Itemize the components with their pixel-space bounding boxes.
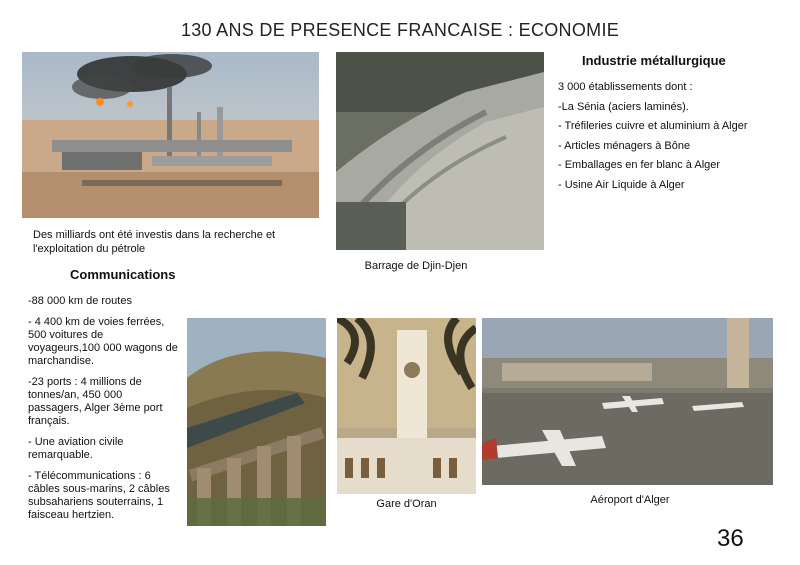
oil-field-photo (22, 52, 319, 218)
railway-viaduct-photo (187, 318, 326, 526)
communications-item: -23 ports : 4 millions de tonnes/an, 450 000 passagers, Alger 3ème port français. (28, 376, 163, 427)
communications-heading: Communications (70, 267, 176, 282)
industry-item: - Emballages en fer blanc à Alger (558, 159, 721, 171)
oran-station-caption: Gare d'Oran (376, 498, 437, 510)
industry-item: - Articles ménagers à Bône (558, 139, 691, 152)
industry-item: - Usine Air Liquide à Alger (558, 178, 685, 191)
oran-station-photo (337, 318, 476, 494)
industry-item: 3 000 établissements dont : (558, 81, 693, 93)
page-number: 36 (717, 525, 744, 552)
communications-item: - Une aviation civile remarquable. (28, 436, 124, 461)
communications-item: - Télécommunications : 6 câbles sous-marins, 2 câbles subsahariens souterrains, 1 faisceau hertzien. (28, 470, 170, 521)
industry-item: -La Sénia (aciers laminés). (558, 100, 689, 113)
oil-caption: Des milliards ont été investis dans la recherche et l'exploitation du pétrole (33, 229, 276, 255)
dam-caption: Barrage de Djin-Djen (364, 260, 468, 272)
industry-heading: Industrie métallurgique (582, 53, 726, 68)
industry-list (558, 78, 788, 195)
industry-item: - Tréfileries cuivre et aluminium à Alger (558, 120, 748, 132)
communications-item: -88 000 km de routes (28, 295, 132, 307)
page-title: 130 ANS DE PRESENCE FRANCAISE : ECONOMIE (180, 20, 620, 40)
algiers-airport-photo (482, 318, 773, 485)
communications-item: - 4 400 km de voies ferrées, 500 voitures de voyageurs,100 000 wagons de marchandise. (28, 316, 178, 367)
communications-list (28, 295, 178, 522)
airport-caption: Aéroport d'Alger (590, 494, 670, 506)
dam-photo (336, 52, 544, 250)
